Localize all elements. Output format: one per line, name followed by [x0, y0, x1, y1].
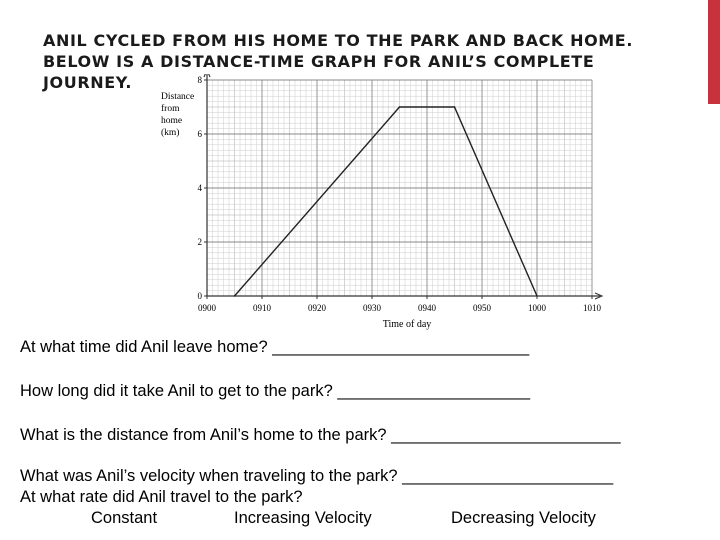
x-axis-label: Time of day	[382, 319, 432, 330]
series-point	[399, 106, 401, 108]
x-tick-label: 1010	[583, 303, 601, 313]
y-tick-label: 6	[197, 129, 202, 139]
y-axis-label-line: home	[161, 116, 183, 126]
option-constant[interactable]: Constant	[91, 509, 158, 527]
y-axis-label-line: (km)	[161, 128, 180, 138]
x-tick-label: 0920	[308, 303, 326, 313]
distance-time-chart	[160, 74, 610, 334]
title-line-1: ANIL CYCLED FROM HIS HOME TO THE PARK AND BACK HOME.	[43, 31, 634, 50]
answer-options	[0, 509, 720, 531]
y-axis-label-line: Distance	[161, 92, 195, 102]
title-line-3: JOURNEY.	[43, 73, 133, 92]
y-tick-label: 8	[197, 75, 202, 85]
accent-bar	[708, 0, 720, 104]
x-tick-label: 0930	[363, 303, 381, 313]
y-tick-label: 4	[197, 183, 202, 193]
x-tick-label: 0950	[473, 303, 491, 313]
y-tick-label: 2	[197, 237, 202, 247]
x-tick-label: 0900	[198, 303, 216, 313]
x-tick-label: 0940	[418, 303, 436, 313]
y-tick-labels	[198, 75, 208, 301]
x-tick-label: 0910	[253, 303, 271, 313]
question-5: At what rate did Anil travel to the park?	[20, 488, 303, 506]
question-3: What is the distance from Anil’s home to the park? _________________________	[20, 426, 621, 444]
series-point	[536, 295, 538, 297]
y-tick-label: 0	[197, 291, 202, 301]
title-line-2: BELOW IS A DISTANCE-TIME GRAPH FOR ANIL’S COMPLETE	[43, 52, 595, 71]
series-line	[235, 107, 538, 296]
x-tick-label: 1000	[528, 303, 546, 313]
x-tick-labels	[198, 296, 602, 313]
option-increasing-velocity[interactable]: Increasing Velocity	[234, 509, 372, 527]
question-4: What was Anil’s velocity when traveling to the park? _______________________	[20, 467, 614, 485]
series-journey	[234, 106, 538, 297]
y-axis-label-line: from	[161, 104, 180, 114]
series-point	[454, 106, 456, 108]
series-point	[234, 295, 236, 297]
question-2: How long did it take Anil to get to the park? _____________________	[20, 382, 531, 400]
option-decreasing-velocity[interactable]: Decreasing Velocity	[451, 509, 596, 527]
question-1: At what time did Anil leave home? ____________________________	[20, 338, 530, 356]
